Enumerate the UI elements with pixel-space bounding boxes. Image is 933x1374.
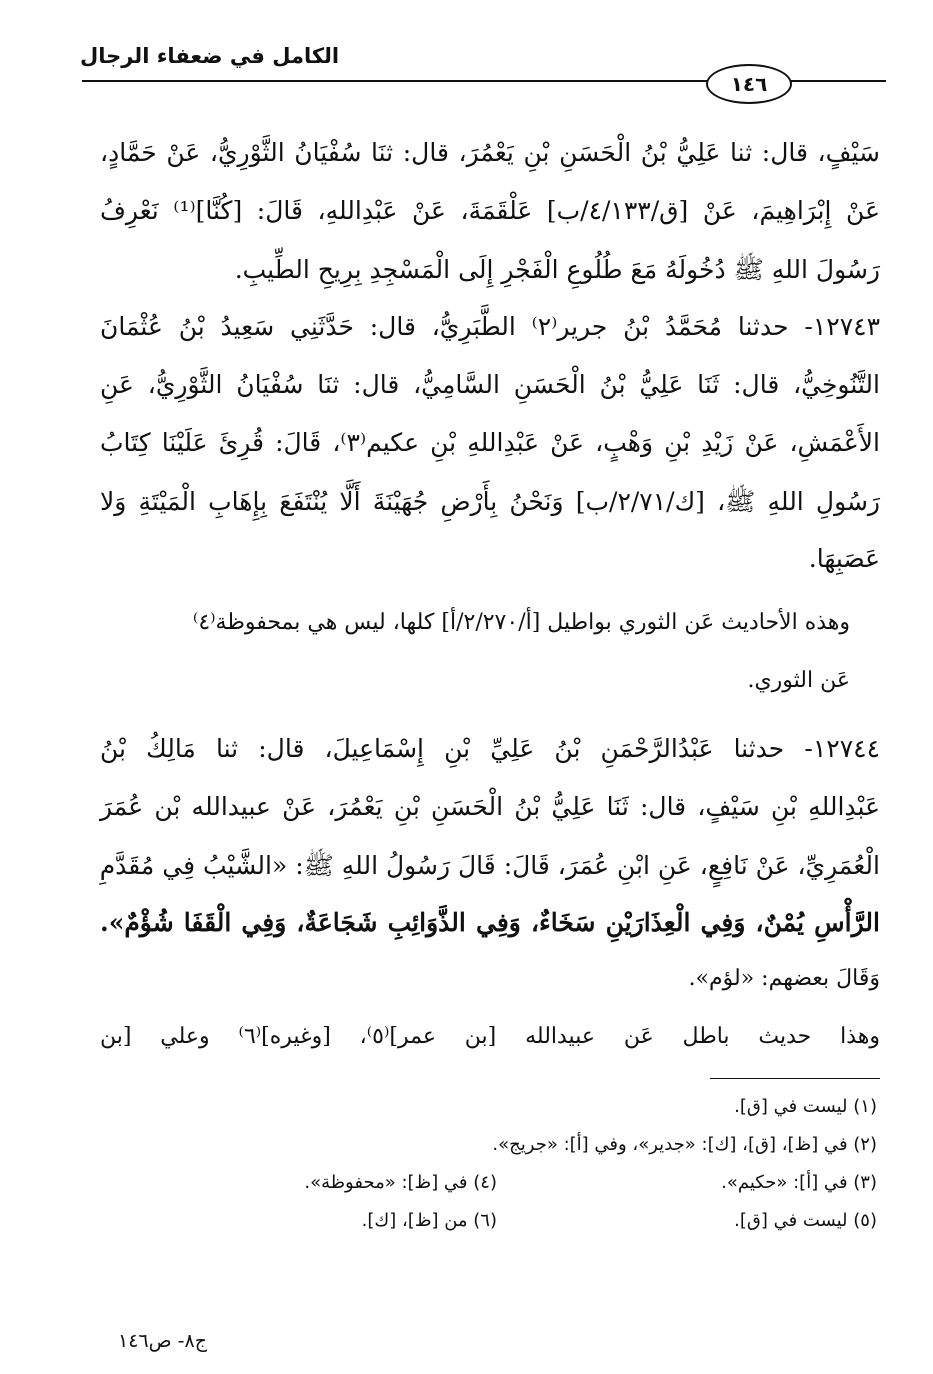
text-line: التَّنُوخِيُّ، قال: ثَنَا عَلِيُّ بْنُ الْحَسَنِ السَّامِيُّ، قال: ثنَا سُفْيَانُ الثَّوْرِيُّ، عَنِ	[100, 370, 880, 399]
text-line: وهذه الأحاديث عَن الثوري بواطيل [أ/٢/٢٧٠/أ] كلها، ليس هي بمحفوظة⁽٤⁾	[192, 610, 850, 635]
footnote: (٢) في [ظ]، [ق]، [ك]: «جدير»، وفي [أ]: «جريج».	[492, 1134, 877, 1155]
footnote: (٤) في [ظ]: «محفوظة».	[304, 1172, 497, 1193]
footnote-rule	[710, 1078, 880, 1079]
text-line: عَنْ إِبْرَاهِيمَ، عَنْ [ق/٤/١٣٣/ب] عَلْقَمَةَ، عَنْ عَبْدِاللهِ، قَالَ: [كُنَّا]⁽¹⁾ نَعْرِفُ	[100, 196, 880, 225]
text-line: رَسُولِ اللهِ ﷺ، [ك/٢/٧١/ب] وَنَحْنُ بِأَرْضِ جُهَيْنَةَ أَلَّا يُنْتَفَعَ بِإِهَابِ الْمَيْتَةِ وَلا	[100, 487, 881, 516]
text-line: ١٢٧٤٤- حدثنا عَبْدُالرَّحْمَنِ بْنُ عَلِيِّ بْنِ إِسْمَاعِيلَ، قال: ثنا مَالِكُ بْنُ	[100, 734, 880, 763]
text-line: وهذا حديث باطل عَن عبيدالله [بن عمر]⁽٥⁾، [وغيره]⁽٦⁾ وعلي [بن	[100, 1024, 881, 1049]
text-line: رَسُولَ اللهِ ﷺ دُخُولَهُ مَعَ طُلُوعِ الْفَجْرِ إِلَى الْمَسْجِدِ بِرِيحِ الطِّيبِ.	[234, 255, 880, 284]
main-text	[100, 0, 880, 1070]
book-title: الكامل في ضعفاء الرجال	[80, 44, 340, 68]
text-line: الْعُمَرِيِّ، عَنْ نَافِعٍ، عَنِ ابْنِ عُمَرَ، قَالَ: قَالَ رَسُولُ اللهِ ﷺ: «الشَّيْبُ فِي مُقَدَّمِ	[99, 851, 880, 880]
text-line: عَصَبِهَا.	[808, 544, 880, 573]
text-line: عَن الثوري.	[747, 668, 850, 693]
page-number: ١٤٦	[706, 64, 792, 104]
footnote: (٦) من [ظ]، [ك].	[361, 1210, 497, 1231]
text-line: عَبْدِاللهِ بْنِ سَيْفٍ، قال: ثَنَا عَلِيُّ بْنُ الْحَسَنِ بْنِ يَعْمُرَ، عَنْ عبيدالله بْن عُمَرَ	[100, 792, 880, 821]
text-line: الرَّأْسِ يُمْنٌ، وَفِي الْعِذَارَيْنِ سَخَاءٌ، وَفِي الذَّوَائِبِ شَجَاعَةٌ، وَفِي الْقَفَا شُؤْمٌ».	[100, 908, 880, 937]
text-line: الأَعْمَشِ، عَنْ زَيْدِ بْنِ وَهْبٍ، عَنْ عَبْدِاللهِ بْنِ عكيم⁽٣⁾، قَالَ: قُرِئَ عَلَيْنَا كِتَابُ	[100, 428, 880, 457]
volume-page-reference: ج٨- ص١٤٦	[118, 1330, 207, 1352]
text-line: ١٢٧٤٣- حدثنا مُحَمَّدُ بْنُ جرير⁽٢⁾ الطَّبَرِيُّ، قال: حَدَّثَنِي سَعِيدُ بْنُ عُثْمَانَ	[100, 312, 880, 341]
text-line: سَيْفٍ، قال: ثنا عَلِيُّ بْنُ الْحَسَنِ بْنِ يَعْمُرَ، قال: ثنَا سُفْيَانُ الثَّوْرِيُّ، عَنْ حَمَّادٍ،	[100, 138, 880, 167]
footnote: (١) ليست في [ق].	[734, 1096, 877, 1117]
footnote: (٣) في [أ]: «حكيم».	[721, 1172, 877, 1193]
text-line: وَقَالَ بعضهم: «لؤم».	[688, 966, 880, 991]
footnote: (٥) ليست في [ق].	[734, 1210, 877, 1231]
